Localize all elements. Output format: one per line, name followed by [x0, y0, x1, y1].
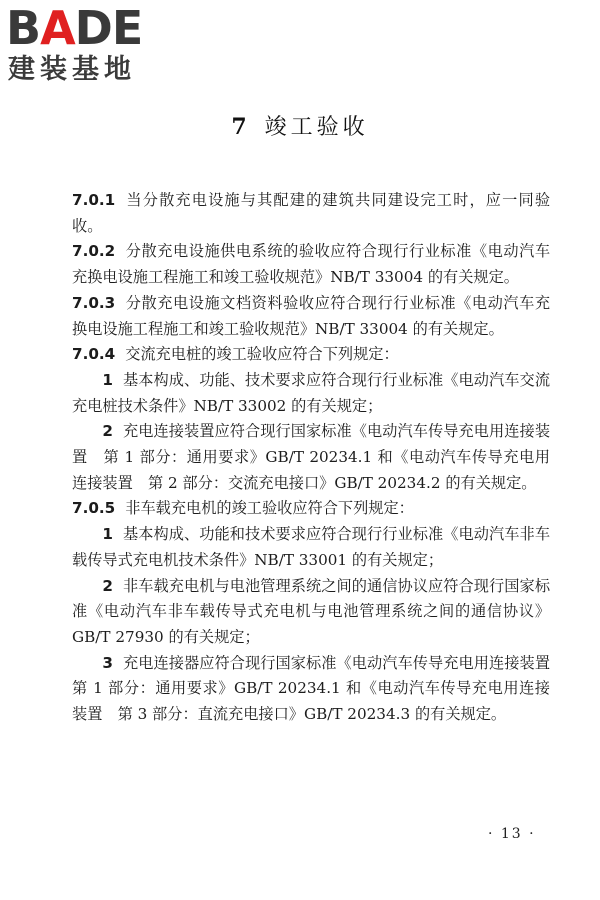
item-number: 2	[102, 422, 113, 441]
chapter-heading: 竣工验收	[264, 115, 369, 140]
item-text: 非车载充电机与电池管理系统之间的通信协议应符合现行国家标准《电动汽车非车载传导式充电机与电池管理系统之间的通信协议》GB/T 27930 的有关规定；	[72, 576, 550, 646]
clause-7-0-1	[72, 188, 550, 239]
logo-subtitle: 建装基地	[8, 54, 136, 85]
page-number: · 13 ·	[488, 826, 536, 842]
clause-item	[72, 368, 550, 419]
item-number: 1	[102, 525, 113, 544]
clause-code: 7.0.3	[72, 293, 116, 312]
logo-letter-b: B	[6, 1, 41, 55]
item-text: 充电连接装置应符合现行国家标准《电动汽车传导充电用连接装置 第 1 部分：通用要求》GB/T 20234.1 和《电动汽车传导充电用连接装置 第 2 部分：交流充电接口》GB/T 20234.2 的有关规定。	[72, 422, 550, 492]
item-text: 充电连接器应符合现行国家标准《电动汽车传导充电用连接装置 第 1 部分：通用要求》GB/T 20234.1 和《电动汽车传导充电用连接装置 第 3 部分：直流充电接口》GB/T 20234.3 的有关规定。	[72, 653, 566, 724]
brand-logo	[6, 1, 176, 92]
clause-item	[72, 419, 550, 496]
logo-letters-de: DE	[74, 1, 143, 55]
chapter-title	[0, 110, 600, 141]
clause-code: 7.0.4	[72, 345, 116, 364]
clause-7-0-2	[72, 239, 550, 290]
clause-7-0-5	[72, 496, 550, 522]
item-text: 基本构成、功能和技术要求应符合现行行业标准《电动汽车非车载传导式充电机技术条件》NB/T 33001 的有关规定；	[72, 525, 550, 569]
logo-wordmark	[6, 1, 143, 55]
clause-text: 分散充电设施文档资料验收应符合现行行业标准《电动汽车充换电设施工程施工和竣工验收规范》NB/T 33004 的有关规定。	[72, 293, 550, 338]
clause-item	[72, 574, 550, 651]
clause-text: 当分散充电设施与其配建的建筑共同建设完工时，应一同验收。	[72, 191, 550, 235]
item-text: 基本构成、功能、技术要求应符合现行行业标准《电动汽车交流充电桩技术条件》NB/T 33002 的有关规定；	[72, 370, 550, 415]
clause-text: 交流充电桩的竣工验收应符合下列规定：	[125, 345, 399, 364]
clause-7-0-4	[72, 342, 550, 368]
clause-7-0-3	[72, 291, 550, 342]
clause-item	[72, 522, 550, 573]
item-number: 3	[102, 653, 113, 672]
item-number: 1	[102, 370, 113, 389]
clause-code: 7.0.5	[72, 499, 116, 518]
clause-list	[72, 188, 566, 728]
clause-code: 7.0.1	[72, 191, 116, 209]
logo-letter-a: A	[40, 1, 75, 55]
clause-text: 分散充电设施供电系统的验收应符合现行行业标准《电动汽车充换电设施工程施工和竣工验收规范》NB/T 33004 的有关规定。	[72, 242, 550, 287]
clause-text: 非车载充电机的竣工验收应符合下列规定：	[125, 499, 414, 518]
clause-code: 7.0.2	[72, 242, 116, 261]
item-number: 2	[102, 576, 113, 595]
chapter-number: 7	[231, 114, 251, 140]
clause-item	[72, 651, 566, 728]
